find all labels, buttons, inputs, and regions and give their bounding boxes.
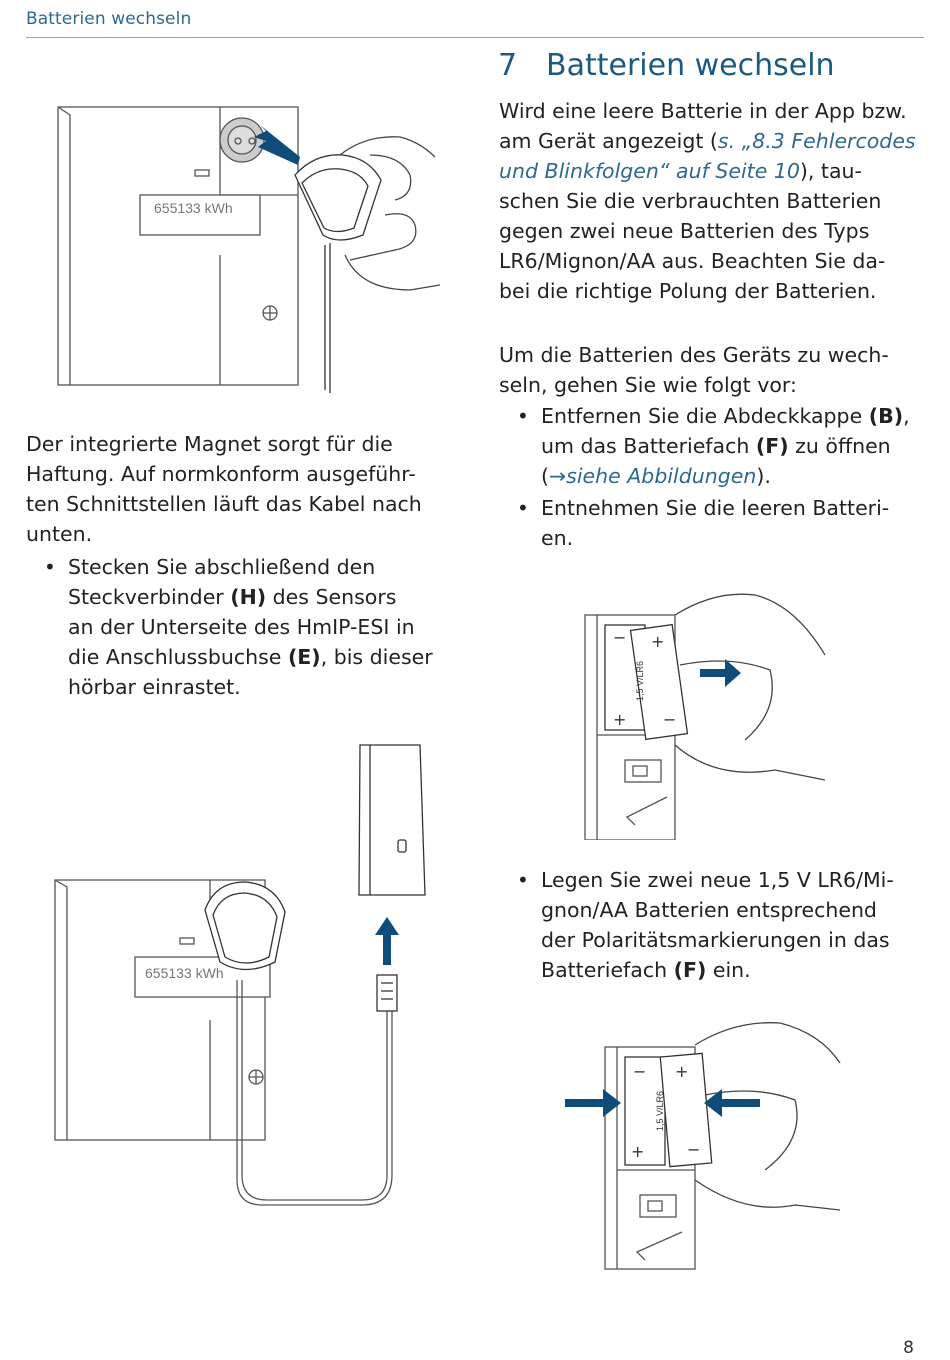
step-list-connect — [26, 552, 433, 702]
page-number: 8 — [903, 1338, 914, 1358]
magnet-line: Der integrierte Magnet sorgt für die — [26, 432, 393, 456]
label-f: (F) — [755, 434, 789, 458]
label-h: (H) — [230, 585, 267, 609]
arrow-icon — [700, 659, 741, 687]
text: , bis dieser — [320, 645, 433, 669]
procedure-line: Um die Batterien des Geräts zu wech- — [499, 343, 889, 367]
meter-reading: 655133 kWh — [154, 200, 233, 216]
procedure-line: seln, gehen Sie wie folgt vor: — [499, 373, 797, 397]
list-line: hörbar einrastet. — [68, 675, 241, 699]
figure-attach-magnet — [40, 95, 440, 395]
intro-line: schen Sie die verbrauchten Batterien — [499, 189, 882, 213]
list-line: en. — [541, 526, 574, 550]
magnet-paragraph — [26, 429, 422, 549]
intro-line: bei die richtige Polung der Batterien. — [499, 279, 877, 303]
minus-sign: − — [663, 710, 677, 729]
bullet-dot: • — [44, 555, 56, 579]
see-figures-link[interactable]: →siehe Abbildungen — [549, 464, 757, 488]
intro-line — [499, 126, 916, 156]
list-line: Legen Sie zwei neue 1,5 V LR6/Mi- — [541, 868, 894, 892]
step-list-remove — [499, 401, 910, 553]
header-rule — [26, 37, 924, 38]
sensor-head-illustration — [295, 155, 381, 393]
plus-sign: + — [651, 632, 665, 651]
minus-sign: − — [613, 628, 627, 647]
battery-label: 1,5 V/LR6 — [635, 660, 645, 701]
text: am Gerät angezeigt ( — [499, 129, 718, 153]
text: um das Batteriefach — [541, 434, 756, 458]
bullet-dot: • — [517, 868, 529, 892]
bullet-dot: • — [517, 404, 529, 428]
text: Batteriefach — [541, 958, 674, 982]
text: zu öffnen — [788, 434, 891, 458]
list-line — [541, 431, 910, 461]
meter-reading: 655133 kWh — [145, 965, 224, 981]
text: die Anschlussbuchse — [68, 645, 288, 669]
minus-sign: − — [687, 1140, 701, 1159]
list-line: Entnehmen Sie die leeren Batteri- — [541, 496, 890, 520]
list-line: an der Unterseite des HmIP-ESI in — [68, 615, 415, 639]
battery-label: 1,5 V/LR6 — [655, 1090, 665, 1131]
text: ein. — [706, 958, 751, 982]
label-b: (B) — [868, 404, 904, 428]
hmip-esi-device-illustration — [359, 745, 425, 895]
list-line — [541, 401, 910, 431]
intro-line — [499, 156, 916, 186]
section-number: 7 — [498, 48, 518, 83]
list-line — [541, 461, 910, 491]
list-item — [499, 493, 910, 553]
step-list-insert — [499, 865, 894, 985]
figure-remove-batteries — [575, 585, 845, 840]
text: ), tau- — [799, 159, 862, 183]
text: Steckverbinder — [68, 585, 231, 609]
list-line: gnon/AA Batterien entsprechend — [541, 898, 877, 922]
section-title — [498, 48, 835, 83]
bullet-dot: • — [517, 496, 529, 520]
optical-interface-icon — [220, 118, 264, 162]
plus-sign: + — [675, 1062, 689, 1081]
error-codes-link-cont[interactable]: und Blinkfolgen“ auf Seite 10 — [499, 159, 800, 183]
text: , — [903, 404, 910, 428]
list-line: der Polaritätsmarkierungen in das — [541, 928, 890, 952]
text: ( — [541, 464, 549, 488]
text: Entfernen Sie die Abdeckkappe — [541, 404, 869, 428]
figure-connect-sensor — [45, 735, 445, 1210]
running-header: Batterien wechseln — [26, 9, 192, 29]
battery-illustration — [625, 1053, 712, 1166]
intro-paragraph — [499, 96, 916, 306]
hand-illustration — [675, 594, 825, 780]
plug-connector-illustration — [377, 975, 397, 1011]
arrow-icon — [375, 917, 399, 965]
procedure-paragraph — [499, 340, 889, 400]
magnet-line: unten. — [26, 522, 93, 546]
list-item — [499, 865, 894, 985]
text: ). — [756, 464, 771, 488]
text: des Sensors — [266, 585, 397, 609]
magnet-line: Haftung. Auf normkonform ausgeführ- — [26, 462, 416, 486]
error-codes-link[interactable]: s. „8.3 Fehlercodes — [717, 129, 916, 153]
list-item — [26, 552, 433, 702]
list-line — [541, 955, 894, 985]
minus-sign: − — [633, 1062, 647, 1081]
intro-line: Wird eine leere Batterie in der App bzw. — [499, 99, 907, 123]
label-e: (E) — [287, 645, 321, 669]
section-title-text: Batterien wechseln — [546, 48, 835, 83]
intro-line: LR6/Mignon/AA aus. Beachten Sie da- — [499, 249, 886, 273]
list-line — [68, 642, 433, 672]
plus-sign: + — [613, 710, 627, 729]
intro-line: gegen zwei neue Batterien des Typs — [499, 219, 870, 243]
list-line — [68, 582, 433, 612]
list-line: Stecken Sie abschließend den — [68, 555, 376, 579]
list-item — [499, 401, 910, 491]
plus-sign: + — [631, 1142, 645, 1161]
figure-insert-batteries — [565, 1015, 845, 1275]
hand-illustration — [695, 1023, 840, 1210]
label-f: (F) — [673, 958, 707, 982]
magnet-line: ten Schnittstellen läuft das Kabel nach — [26, 492, 422, 516]
battery-illustration — [605, 625, 687, 740]
